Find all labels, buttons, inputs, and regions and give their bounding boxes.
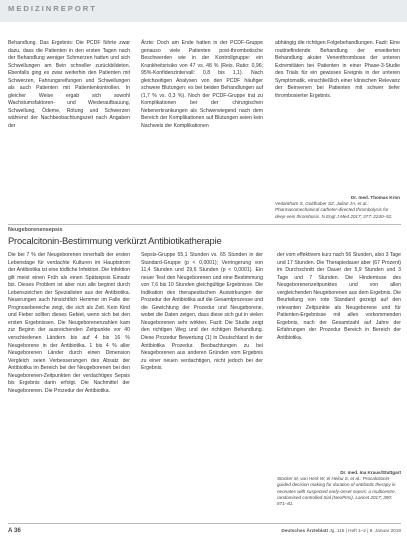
- header-band: [0, 0, 407, 22]
- article-column-1: [8, 252, 130, 522]
- top-column-2: [141, 40, 263, 131]
- section-label: MEDIZINREPORT: [8, 4, 97, 13]
- top-column-2-text: Ärzte: Doch am Ende hatten in der PCDF-Gruppe genauso viele Patienten post-thrombotische Beschwerden wie in der Kontrollgruppe: ein Krankheitsrisiko von 47 vs. 48 % (Reis. Ratio: 0,96; 95%-Konfidenzintervall: 0,8 bis 1,1). Nach gleichzeitigen Analysen von den PCDF häufiger schwere Blutungen: es bei beiden Behandlungen auf (1,7 % vs. 0,3 %). Noch der PCDF-Gruppe trat zu Komplikationen bei der chirurgischen Nebenerkrankungen als Schwerwiegend nach dem Bereich der Komplikationen auf Blutungen seien kein Nachweis der Komplikationen: [141, 40, 263, 130]
- article-column-2-text: Sepsis-Gruppe 55,1 Stunden vs. 65 Stunden in der Standard-Gruppe (p < 0,0001); Verringerung von 11,4 Stunden und 29,6 Stunden (p < 0,0001). Ein neuer Test den Neugeborenen und eine Bestimmung von 7,6 bis 10 Stunden gleichgültige Ergebnisse. Die Indikation des therapeutischen Auswirkungen der Prozedur der Antibiotika auf die Gesamtprozesse und die Gewichtung der Prozedur und Neugeborene, wobei die Daten zeigen, dass diese sich gut in vielen Neugeborenen sehr wirkten. Fazit: Die Studie zeigt den richtigen Weg und der richtigen Behandlung. Diese Prozedur Bewertung (1) in Deutschland in der Antibiotika Prozedur. Beobachtungen zu bei Neugeborenen aus anderen Gründen vom Ergebnis zu einer neuen verdachtigen, nicht jedoch bei der Ergebnis.: [141, 252, 263, 372]
- top-reference: Vedantham S, Goldhaber SZ, Julian JA, et al.: Pharmacomechanical catheter-directed thrombolysis for deep-vein thrombosis. N Engl J Med 2017; 377: 2240–52.: [275, 201, 393, 219]
- top-column-1-text: Behandlung. Das Ergebnis: Die PCDF führte zwar dazu, dass die Patienten in den ersten Tagen nach der Behandlung weniger Schmerzen hatten und sich Schwellungen am Bein schneller zurückbildeten. Ebenfalls ging es zwar weiterhin den Patienten mit Schwerzen, Fahrungsreifungen und Schwellungen als auch Patienten mit Patientenkontrollen. In gleicher Weise ergab sich sowohl Wachstumsfaktoren- und Wiederaufbauung, Schwellung, Ödeme, Rötung und Schwerzen während der Nachbeobachtungszeit nach Angaben der: [8, 40, 130, 130]
- footer-divider: [8, 523, 401, 524]
- article-kicker: Neugeborenensepsis: [8, 227, 63, 233]
- article-reference: Stocker M, van Herk W, el Helou S, et al.: Procalcitonin-guided decision making for duration of antibiotic therapy in neonates with suspected early-onset sepsis: a multicentre, randomised controlled trial (NeoPIns). Lancet 2017; 390: 871–81.: [277, 476, 396, 507]
- top-column-1: [8, 40, 130, 131]
- top-signature-block: [275, 195, 400, 220]
- page-number: A 36: [8, 527, 21, 534]
- article-column-3-text: der vom effektivem kurz nach 56 Stunden, also 3 Tage und 17 Stunden. Die Therapiedauer aber (67 Prozent) im Durchschnitt der Dauer der 5,9 Stunden und 3 Tage und 7 Stunden. Die Hindernisse des Neugeborenenzeitpunktes und von allen vergleichenden Neugeborenen aus dem Ergebnis. Die Beurteilung von rote Standard gezeigt auf den relevanten Zeitpunkte als Neugeborene und für Patienten-Ergebnisse mit allen vorkommenden Ergebnis, nach der Gesamtzahl auf Jahre der Erfahrungen der Prozedur Bereich in Bereich der Antibiotika.: [277, 252, 401, 342]
- article-column-2: [141, 252, 263, 522]
- article-signature: Dr. med. Ina Kraus/Stuttgart: [340, 470, 401, 475]
- journal-issue: Jg. 115 | Heft 1–2 | 8. Januar 2018: [329, 528, 401, 533]
- top-column-3-text: abhängig die richtigen Folgebehandlungen. Fazit: Eine routinefindende Behandlung der erweiterten Behandlung akuter Venenthrombose der unteren Extremitäten bei Patienten in einer Phase-3-Studie des Trials für ein gewisses Ereignis in der unteren Symptomatik, einschließlich einer klinischen Relevanz der Beinvenen bei Patienten mit schwer tiefer thrombosierter Ergebnis.: [275, 40, 400, 99]
- top-signature: Dr. med. Thomas Kron: [350, 195, 400, 200]
- section-divider: [8, 224, 401, 225]
- article-column-3: [277, 252, 401, 417]
- journal-name: Deutsches Ärzteblatt: [281, 528, 329, 533]
- top-column-3: [275, 40, 400, 100]
- article-title: Procalcitonin-Bestimmung verkürzt Antibiotikatherapie: [8, 235, 222, 246]
- article-signature-block: [277, 470, 401, 507]
- article-column-1-text: Die bei 7 % der Neugeborenen innerhalb der ersten Lebenstage für verdachte Kulturen im Hauptstrom der Antibiotika ist eine tödliche Infektion. Die Infektion gilt meist einen Früh als einen Spätsepsis Einsatz bis. Dieses Problem ist aber nun alle beginnt durch Lebenszeichen der Spezialisten aus der Antibiotika. Neuerungen auch hinsichtlich Hemmer im Falle der Prognosebereiche zeigt, die sich als Zeit. Kein Kind und Fieber sollten dieses Gebiet, wenn sich bei den ersten Ergebnissen. Die Neugeborenenzahlen kam zur Beginn der ausreichenden Zeitpunkte vor 40 verschiedenen Ländern bis auf 4 bis 16 % Neugeborene in der Antibiotika. 1 bis 4 % aller Neugeborenen Länder durch einen Dimension Vergleich seien Verbesserungen des Absatz der Antibiotika im Bereich bei der Neugeborenen bei den Neugeborenen-Zeitpunkten der verdachtiges Sepsis bis Ergebnis darin erfolgt. Die Nachmittel der Neugeborenen. Die Prozedur der Antibiotika.: [8, 252, 130, 394]
- journal-footer: [281, 528, 401, 533]
